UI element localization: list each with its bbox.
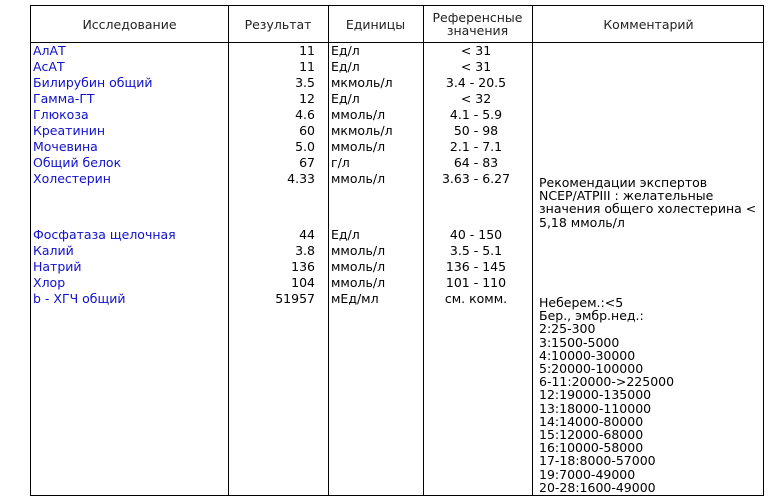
- row-test-name: Натрий: [33, 259, 82, 274]
- row-reference: 3.4 - 20.5: [445, 75, 507, 90]
- row-result: 4.33: [287, 171, 315, 186]
- row-reference: 3.63 - 6.27: [441, 171, 511, 186]
- row-test-name: АлАТ: [33, 43, 66, 58]
- row-reference: 40 - 150: [449, 227, 503, 242]
- row-reference: < 31: [460, 43, 492, 58]
- row-unit: ммоль/л: [331, 139, 386, 154]
- header-reference-line2: значения: [446, 23, 509, 38]
- comment-line: NCEP/ATPIII : желательные: [539, 188, 714, 204]
- row-result: 60: [299, 123, 315, 138]
- comment-hcg: [539, 296, 761, 494]
- comment-line: 2:25-300: [539, 321, 596, 337]
- comment-line: 17-18:8000-57000: [539, 453, 656, 469]
- row-reference: 64 - 83: [453, 155, 499, 170]
- row-reference: 101 - 110: [445, 275, 507, 290]
- row-result: 3.5: [295, 75, 315, 90]
- row-unit: мЕд/мл: [331, 291, 379, 306]
- row-unit: ммоль/л: [331, 107, 386, 122]
- row-unit: Ед/л: [331, 43, 360, 58]
- table-row: [31, 139, 763, 155]
- table-row: [31, 75, 763, 91]
- comment-line: Рекомендации экспертов: [539, 175, 708, 190]
- row-test-name: Гамма-ГТ: [33, 91, 95, 106]
- header-units: Единицы: [345, 16, 406, 32]
- row-test-name: Фосфатаза щелочная: [33, 227, 176, 242]
- row-unit: Ед/л: [331, 59, 360, 74]
- comment-line: 16:10000-58000: [539, 440, 644, 456]
- row-result: 3.8: [295, 243, 315, 258]
- row-unit: Ед/л: [331, 91, 360, 106]
- comment-line: 4:10000-30000: [539, 347, 636, 363]
- row-test-name: Мочевина: [33, 139, 98, 154]
- row-result: 44: [299, 227, 315, 242]
- comment-line: 20-28:1600-49000: [539, 479, 656, 495]
- header-test: Исследование: [82, 16, 177, 32]
- header-reference-line1: Референсные: [432, 10, 523, 25]
- row-test-name: b - ХГЧ общий: [33, 291, 126, 306]
- header-comment: Комментарий: [603, 16, 694, 32]
- comment-line: Бер., эмбр.нед.:: [539, 308, 644, 324]
- row-test-name: АсАТ: [33, 59, 65, 74]
- row-result: 136: [291, 259, 315, 274]
- header-reference: [423, 6, 532, 42]
- row-result: 51957: [275, 291, 315, 306]
- row-test-name: Калий: [33, 243, 74, 258]
- row-reference: < 31: [460, 59, 492, 74]
- table-row: [31, 91, 763, 107]
- row-reference: 2.1 - 7.1: [449, 139, 503, 154]
- row-test-name: Билирубин общий: [33, 75, 153, 90]
- comment-line: 5:20000-100000: [539, 361, 644, 377]
- comment-line: Неберем.:<5: [539, 295, 624, 310]
- table-row: [31, 59, 763, 75]
- row-test-name: Креатинин: [33, 123, 106, 138]
- row-unit: Ед/л: [331, 227, 360, 242]
- row-reference: см. комм.: [444, 291, 508, 306]
- comment-line: 15:12000-68000: [539, 427, 644, 443]
- table-row: [31, 227, 763, 243]
- row-reference: 4.1 - 5.9: [449, 107, 503, 122]
- row-reference: 136 - 145: [445, 259, 507, 274]
- comment-line: 12:19000-135000: [539, 387, 652, 403]
- row-unit: г/л: [331, 155, 350, 170]
- row-test-name: Общий белок: [33, 155, 122, 170]
- table-row: [31, 43, 763, 59]
- row-reference: 50 - 98: [453, 123, 499, 138]
- row-unit: ммоль/л: [331, 171, 386, 186]
- comment-cholesterol: [539, 176, 761, 229]
- comment-line: 13:18000-110000: [539, 400, 652, 416]
- row-result: 11: [299, 43, 315, 58]
- row-reference: < 32: [460, 91, 492, 106]
- row-result: 104: [291, 275, 315, 290]
- row-result: 4.6: [295, 107, 315, 122]
- table-row: [31, 123, 763, 139]
- table-row: [31, 107, 763, 123]
- table-row: [31, 243, 763, 259]
- row-unit: ммоль/л: [331, 243, 386, 258]
- row-result: 11: [299, 59, 315, 74]
- table-row: [31, 155, 763, 171]
- row-result: 5.0: [295, 139, 315, 154]
- row-unit: ммоль/л: [331, 275, 386, 290]
- row-unit: ммоль/л: [331, 259, 386, 274]
- row-test-name: Холестерин: [33, 171, 111, 186]
- comment-line: 5,18 ммоль/л: [539, 214, 625, 230]
- header-result: Результат: [244, 16, 312, 32]
- row-result: 12: [299, 91, 315, 106]
- lab-results-table: [30, 5, 764, 496]
- row-unit: мкмоль/л: [331, 75, 393, 90]
- table-row: [31, 259, 763, 275]
- row-reference: 3.5 - 5.1: [449, 243, 503, 258]
- comment-line: 6-11:20000->225000: [539, 374, 675, 390]
- row-test-name: Хлор: [33, 275, 66, 290]
- table-row: [31, 275, 763, 291]
- comment-line: значения общего холестерина <: [539, 201, 757, 217]
- comment-line: 14:14000-80000: [539, 413, 644, 429]
- comment-line: 3:1500-5000: [539, 334, 620, 350]
- row-test-name: Глюкоза: [33, 107, 89, 122]
- comment-line: 19:7000-49000: [539, 466, 636, 482]
- row-unit: мкмоль/л: [331, 123, 393, 138]
- row-result: 67: [299, 155, 315, 170]
